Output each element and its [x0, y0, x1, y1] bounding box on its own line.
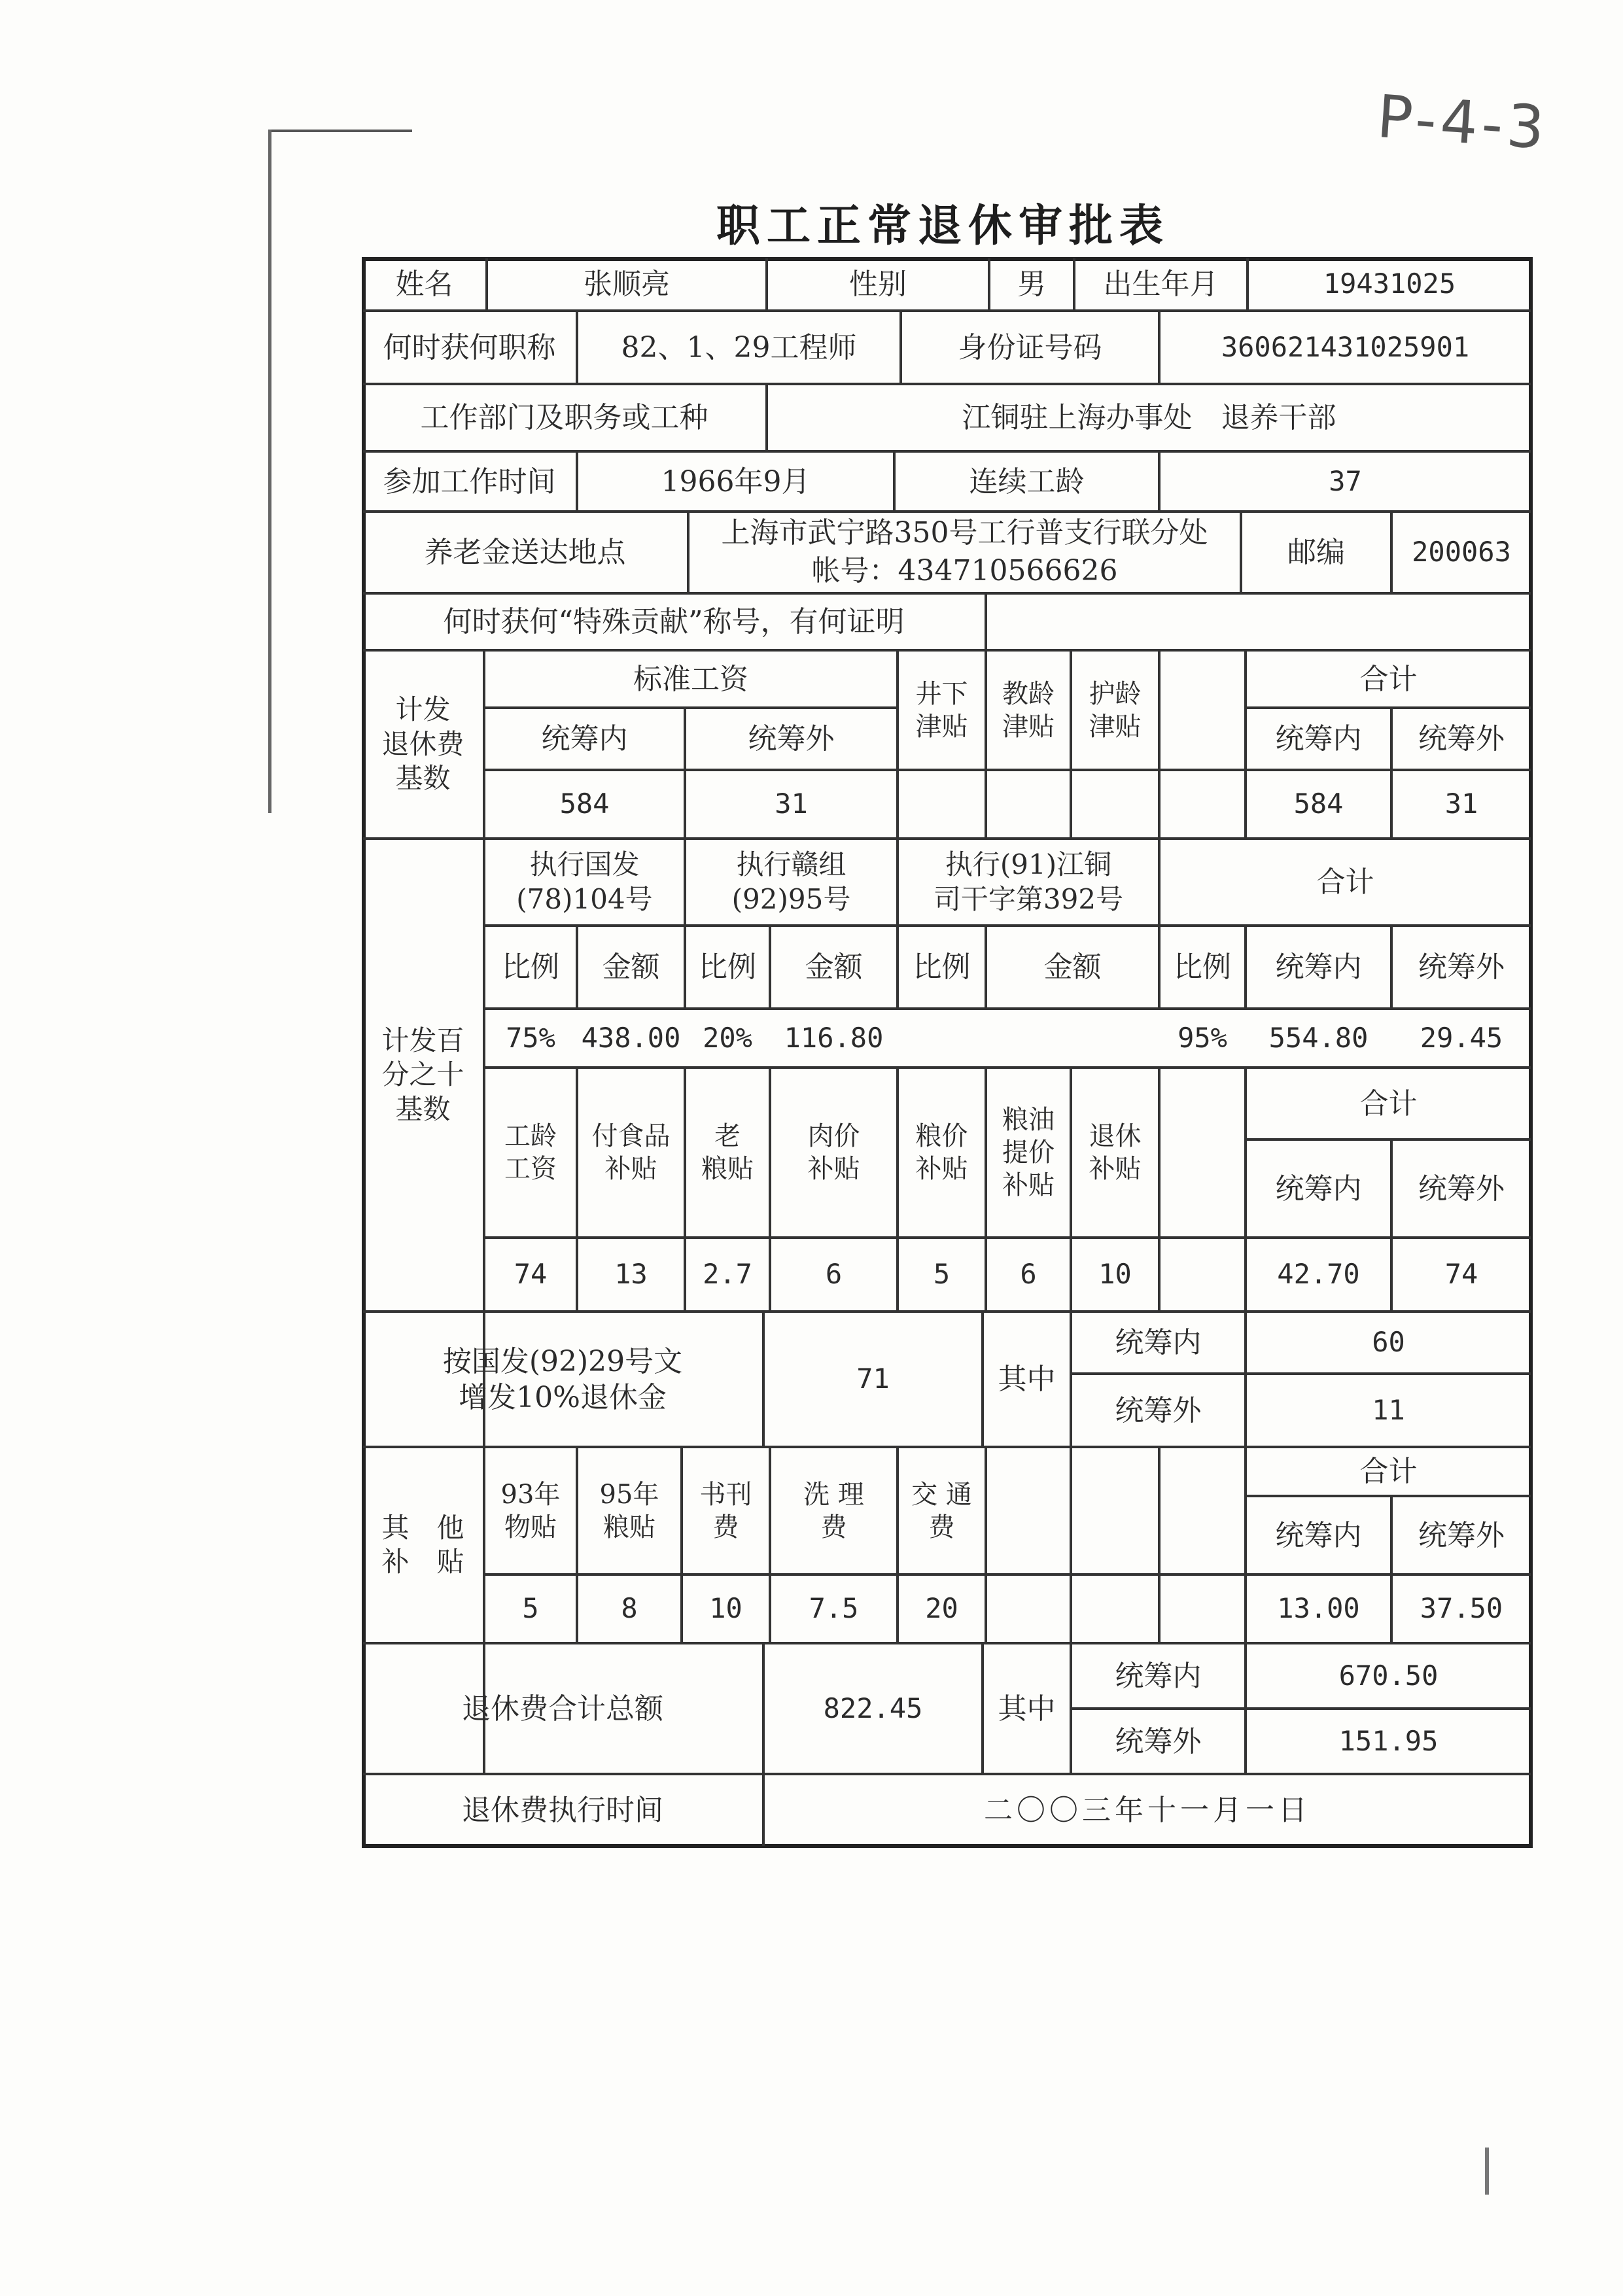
seniority-value: 37 — [1329, 464, 1362, 497]
gender-value: 男 — [1017, 267, 1046, 301]
grain-price-subsidy-value: 5 — [933, 1258, 951, 1291]
other-total-label: 合计 — [1359, 1455, 1418, 1488]
nursing-allowance-label: 护龄 津贴 — [1089, 678, 1142, 742]
postcode-label: 邮编 — [1287, 536, 1345, 569]
meat-price-subsidy-value: 6 — [825, 1258, 843, 1291]
grooming-fee-label: 洗 理 费 — [803, 1479, 864, 1542]
other-in-value: 13.00 — [1277, 1592, 1360, 1625]
increase-in-value: 60 — [1372, 1326, 1405, 1359]
percent-total-label: 合计 — [1316, 865, 1374, 899]
food-subsidy-value: 13 — [614, 1258, 648, 1291]
seniority-label: 连续工龄 — [969, 464, 1085, 498]
oil-price-subsidy-value: 6 — [1020, 1258, 1037, 1291]
id-label: 身份证号码 — [958, 330, 1102, 364]
grand-out-label: 统筹外 — [1115, 1724, 1202, 1758]
doc2-amount-label: 金额 — [805, 950, 863, 984]
doc1-amount-value: 438.00 — [581, 1021, 681, 1054]
base-total-in-label: 统筹内 — [1275, 722, 1362, 756]
sub-total-label: 合计 — [1359, 1087, 1418, 1121]
gender-label: 性别 — [849, 267, 907, 301]
rule — [1070, 1447, 1072, 1643]
other-out-label: 统筹外 — [1418, 1518, 1505, 1552]
other-out-value: 37.50 — [1420, 1592, 1503, 1625]
name-value: 张顺亮 — [584, 267, 670, 301]
increase-in-label: 统筹内 — [1115, 1326, 1202, 1359]
increase-out-label: 统筹外 — [1115, 1393, 1202, 1427]
exec-date-value: 二〇〇三年十一月一日 — [984, 1793, 1311, 1827]
doc2-ratio-label: 比例 — [699, 950, 756, 984]
rule — [985, 1447, 987, 1643]
percent-out-value: 29.45 — [1420, 1021, 1503, 1054]
work-start-label: 参加工作时间 — [383, 464, 556, 498]
combined-ratio-value: 95% — [1178, 1021, 1227, 1054]
percent-out-label: 统筹外 — [1418, 950, 1505, 984]
base-total-out-value: 31 — [1444, 788, 1478, 820]
seniority-wage-label: 工龄 工资 — [504, 1121, 557, 1184]
base-total-label: 合计 — [1359, 662, 1418, 696]
dept-label: 工作部门及职务或工种 — [420, 401, 708, 434]
material-subsidy-93-label: 93年 物贴 — [500, 1479, 561, 1542]
pension-address-value: 上海市武宁路350号工行普支行联分处 — [721, 515, 1208, 549]
doc2-ratio-value: 20% — [703, 1021, 752, 1054]
doc3-label: 执行(91)江铜 司干字第392号 — [933, 848, 1124, 915]
pension-address-label: 养老金送达地点 — [424, 536, 626, 569]
dept-value: 江铜驻上海办事处 退养干部 — [962, 401, 1336, 434]
old-grain-subsidy-value: 2.7 — [703, 1258, 752, 1291]
sub-in-label: 统筹内 — [1275, 1172, 1362, 1206]
name-label: 姓名 — [395, 267, 453, 301]
teaching-allowance-label: 教龄 津贴 — [1002, 678, 1055, 742]
standard-wage-label: 标准工资 — [633, 662, 748, 696]
grand-in-label: 统筹内 — [1115, 1659, 1202, 1693]
sub-in-value: 42.70 — [1277, 1258, 1360, 1291]
base-total-out-label: 统筹外 — [1418, 722, 1505, 756]
increase-of-which-label: 其中 — [998, 1363, 1056, 1396]
exec-date-label: 退休费执行时间 — [462, 1793, 663, 1827]
retirement-subsidy-value: 10 — [1098, 1258, 1132, 1291]
base-out-label: 统筹外 — [748, 722, 835, 756]
doc2-amount-value: 116.80 — [784, 1021, 884, 1054]
doc2-label: 执行赣组 (92)95号 — [731, 848, 851, 915]
seniority-wage-value: 74 — [514, 1258, 548, 1291]
sub-out-label: 统筹外 — [1418, 1172, 1505, 1206]
book-fee-value: 10 — [709, 1592, 742, 1625]
base-std-in-value: 584 — [559, 788, 610, 820]
grain-subsidy-95-label: 95年 粮贴 — [599, 1479, 659, 1542]
birth-label: 出生年月 — [1103, 267, 1219, 301]
base-std-out-value: 31 — [775, 788, 808, 820]
mine-allowance-label: 井下 津贴 — [915, 678, 968, 742]
rule — [985, 593, 987, 650]
postcode-value: 200063 — [1412, 536, 1511, 568]
grand-of-which-label: 其中 — [998, 1692, 1056, 1726]
doc1-ratio-value: 75% — [506, 1021, 555, 1054]
transport-fee-label: 交 通 费 — [911, 1479, 972, 1542]
grand-in-value: 670.50 — [1338, 1659, 1439, 1692]
grand-total-label: 退休费合计总额 — [462, 1692, 663, 1726]
old-grain-subsidy-label: 老 粮贴 — [701, 1121, 754, 1184]
title-time-value: 82、1、29工程师 — [621, 330, 857, 364]
book-fee-label: 书刊 费 — [699, 1479, 752, 1542]
account-number: 帐号：434710566626 — [811, 553, 1118, 587]
sub-out-value: 74 — [1444, 1258, 1478, 1291]
base-in-label: 统筹内 — [541, 722, 628, 756]
grand-total-value: 822.45 — [823, 1692, 923, 1724]
combined-ratio-label: 比例 — [1174, 950, 1231, 984]
doc1-amount-label: 金额 — [602, 950, 660, 984]
percent-section-label: 计发百 分之十 基数 — [381, 1024, 464, 1125]
grand-out-value: 151.95 — [1338, 1724, 1439, 1757]
rule — [1158, 1066, 1161, 1312]
birth-value: 19431025 — [1323, 267, 1456, 300]
document-title: 职工正常退休审批表 — [716, 200, 1170, 251]
title-time-label: 何时获何职称 — [383, 330, 556, 364]
page-mark: P-4-3 — [1374, 82, 1551, 164]
grain-price-subsidy-label: 粮价 补贴 — [915, 1121, 968, 1184]
work-start-value: 1966年9月 — [661, 464, 811, 498]
rule — [1158, 650, 1161, 837]
doc1-label: 执行国发 (78)104号 — [516, 848, 653, 915]
increase-label: 按国发(92)29号文 增发10%退休金 — [442, 1344, 683, 1414]
other-in-label: 统筹内 — [1275, 1518, 1362, 1552]
base-section-label: 计发 退休费 基数 — [381, 693, 464, 795]
doc3-amount-label: 金额 — [1043, 950, 1102, 984]
rule — [1158, 1447, 1161, 1643]
doc1-ratio-label: 比例 — [502, 950, 559, 984]
id-value: 360621431025901 — [1221, 330, 1470, 363]
retirement-subsidy-label: 退休 补贴 — [1089, 1121, 1142, 1184]
percent-in-label: 统筹内 — [1275, 950, 1362, 984]
base-total-in-value: 584 — [1293, 788, 1344, 820]
transport-fee-value: 20 — [925, 1592, 958, 1625]
special-contribution-label: 何时获何“特殊贡献”称号，有何证明 — [443, 605, 905, 638]
food-subsidy-label: 付食品 补贴 — [591, 1121, 671, 1184]
oil-price-subsidy-label: 粮油 提价 补贴 — [1002, 1105, 1055, 1200]
grain-subsidy-95-value: 8 — [621, 1592, 638, 1625]
doc3-ratio-label: 比例 — [913, 950, 971, 984]
increase-value: 71 — [856, 1363, 890, 1395]
percent-in-value: 554.80 — [1268, 1021, 1369, 1054]
other-subsidies-label: 其 他 补 贴 — [381, 1511, 464, 1578]
meat-price-subsidy-label: 肉价 补贴 — [807, 1121, 860, 1184]
increase-out-value: 11 — [1372, 1393, 1405, 1426]
grooming-fee-value: 7.5 — [809, 1592, 859, 1625]
material-subsidy-93-value: 5 — [522, 1592, 539, 1625]
